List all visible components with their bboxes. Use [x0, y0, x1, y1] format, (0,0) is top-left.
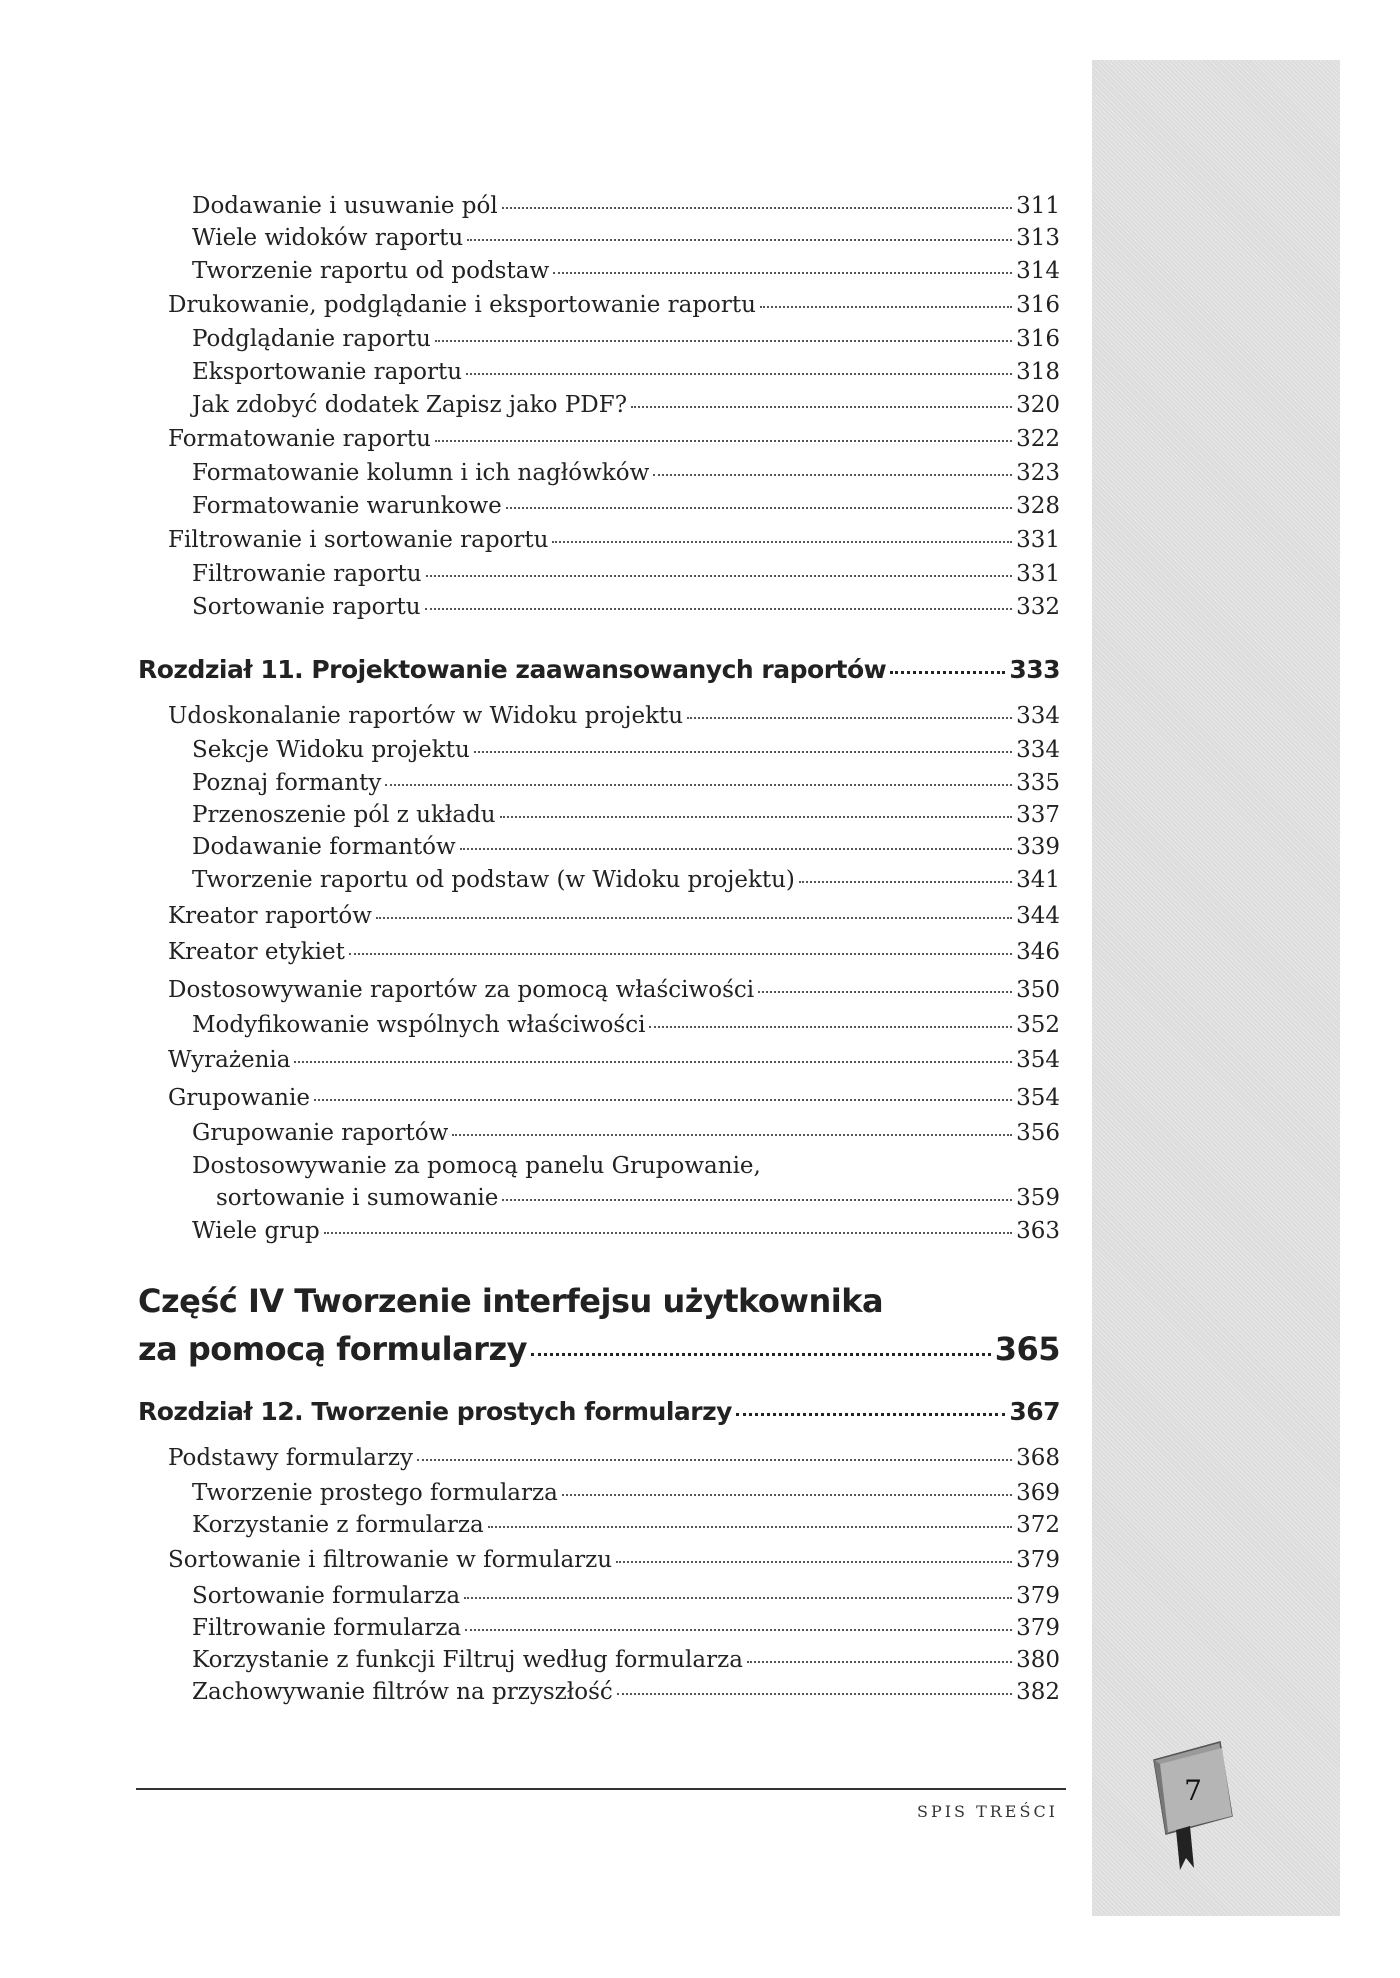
toc-entry-title: Rozdział 11. Projektowanie zaawansowanych raportów: [138, 655, 887, 684]
toc-entry: [192, 561, 1060, 587]
toc-entry-title: Dostosowywanie raportów za pomocą właściwości: [168, 977, 755, 1003]
toc-entry: [192, 1120, 1060, 1146]
toc-entry-title: Podglądanie raportu: [192, 326, 431, 352]
toc-entry: [192, 770, 1060, 796]
page-number: 7: [1184, 1774, 1202, 1807]
dot-leader: [506, 507, 1012, 509]
toc-entry: [192, 460, 1060, 486]
toc-entry-page: 331: [1016, 527, 1060, 553]
toc-entry: [192, 326, 1060, 352]
toc-entry-page: 379: [1016, 1615, 1060, 1641]
toc-entry-title: Grupowanie: [168, 1085, 310, 1111]
toc-entry-page: 316: [1016, 292, 1060, 318]
toc-entry: [192, 1679, 1060, 1705]
toc-entry-page: 350: [1016, 977, 1060, 1003]
toc-entry-title: Drukowanie, podglądanie i eksportowanie raportu: [168, 292, 756, 318]
toc-entry-title: Modyfikowanie wspólnych właściwości: [192, 1012, 646, 1038]
toc-entry-page: 382: [1016, 1679, 1060, 1705]
toc-entry-page: 339: [1016, 834, 1060, 860]
toc-entry-page: 337: [1016, 802, 1060, 828]
toc-entry-page: 331: [1016, 561, 1060, 587]
dot-leader: [736, 1413, 1005, 1416]
toc-entry-title: Sekcje Widoku projektu: [192, 737, 470, 763]
dot-leader: [531, 1353, 991, 1356]
dot-leader: [464, 1597, 1012, 1599]
toc-entry-title: Wyrażenia: [168, 1047, 291, 1073]
toc-entry: [192, 1480, 1060, 1506]
toc-entry: [168, 426, 1060, 452]
toc-entry-title: za pomocą formularzy: [138, 1330, 527, 1368]
dot-leader: [435, 340, 1012, 342]
dot-leader: [552, 541, 1012, 543]
toc-entry-title: Przenoszenie pól z układu: [192, 802, 496, 828]
toc-entry-title: Korzystanie z funkcji Filtruj według formularza: [192, 1647, 743, 1673]
toc-entry: [138, 1397, 1060, 1426]
toc-entry-title: Kreator raportów: [168, 903, 372, 929]
toc-entry-title: Formatowanie warunkowe: [192, 493, 502, 519]
toc-entry-title: Sortowanie i filtrowanie w formularzu: [168, 1547, 613, 1573]
dot-leader: [649, 1026, 1012, 1028]
toc-entry-title: Jak zdobyć dodatek Zapisz jako PDF?: [192, 392, 628, 418]
dot-leader: [500, 816, 1012, 818]
dot-leader: [631, 406, 1012, 408]
toc-entry-title: Formatowanie kolumn i ich nagłówków: [192, 460, 650, 486]
toc-entry: [168, 1085, 1060, 1111]
toc-entry: [192, 1512, 1060, 1538]
dot-leader: [562, 1494, 1012, 1496]
toc-entry-title: Sortowanie raportu: [192, 594, 421, 620]
dot-leader: [426, 575, 1013, 577]
toc-entry-title: Wiele grup: [192, 1218, 320, 1244]
toc-entry: [192, 359, 1060, 385]
toc-entry: [192, 1218, 1060, 1244]
toc-entry-page: 316: [1016, 326, 1060, 352]
toc-entry-page: 354: [1016, 1047, 1060, 1073]
toc-entry-page: 341: [1016, 867, 1060, 893]
toc-entry-page: 334: [1016, 737, 1060, 763]
dot-leader: [502, 1199, 1012, 1201]
toc-entry: [168, 939, 1060, 965]
toc-entry: [192, 1615, 1060, 1641]
toc-entry: [192, 834, 1060, 860]
toc-entry: [138, 1330, 1060, 1368]
dot-leader: [799, 881, 1012, 883]
dot-leader: [502, 207, 1012, 209]
dot-leader: [617, 1693, 1012, 1695]
toc-entry-page: 372: [1016, 1512, 1060, 1538]
toc-entry-page: 328: [1016, 493, 1060, 519]
toc-entry-title: Podstawy formularzy: [168, 1445, 414, 1471]
toc-entry-page: 333: [1009, 655, 1060, 684]
toc-entry-title: Dodawanie formantów: [192, 834, 456, 860]
toc-entry-title: Część IV Tworzenie interfejsu użytkownika: [138, 1282, 884, 1320]
toc-entry: [216, 1185, 1060, 1211]
toc-entry-title: Dostosowywanie za pomocą panelu Grupowanie,: [192, 1153, 761, 1179]
footer-rule: [136, 1788, 1066, 1790]
toc-entry-page: 379: [1016, 1547, 1060, 1573]
dot-leader: [758, 991, 1012, 993]
dot-leader: [425, 608, 1013, 610]
toc-entry: [192, 193, 1060, 219]
toc-entry-title: sortowanie i sumowanie: [216, 1185, 499, 1211]
toc-entry-page: 311: [1016, 193, 1060, 219]
toc-entry-page: 352: [1016, 1012, 1060, 1038]
toc-entry: [192, 1153, 761, 1179]
toc-entry-page: 334: [1016, 703, 1060, 729]
toc-entry: [168, 977, 1060, 1003]
dot-leader: [687, 717, 1012, 719]
toc-entry-page: 369: [1016, 1480, 1060, 1506]
dot-leader: [324, 1232, 1012, 1234]
bookmark-book-icon: [1140, 1738, 1240, 1878]
dot-leader: [465, 1629, 1012, 1631]
toc-entry: [192, 594, 1060, 620]
dot-leader: [760, 306, 1012, 308]
dot-leader: [616, 1561, 1012, 1563]
dot-leader: [452, 1134, 1012, 1136]
toc-entry-title: Eksportowanie raportu: [192, 359, 463, 385]
dot-leader: [417, 1459, 1012, 1461]
toc-entry: [192, 867, 1060, 893]
toc-entry: [192, 1583, 1060, 1609]
toc-entry-page: 346: [1016, 939, 1060, 965]
toc-entry: [192, 1647, 1060, 1673]
toc-entry-page: 332: [1016, 594, 1060, 620]
toc-entry: [138, 1282, 883, 1320]
running-footer: SPIS TREŚCI: [916, 1802, 1058, 1821]
toc-entry-title: Kreator etykiet: [168, 939, 345, 965]
dot-leader: [474, 751, 1012, 753]
toc-entry: [168, 903, 1060, 929]
toc-entry-page: 354: [1016, 1085, 1060, 1111]
toc-entry: [192, 737, 1060, 763]
dot-leader: [349, 953, 1012, 955]
dot-leader: [747, 1661, 1012, 1663]
toc-entry-page: 335: [1016, 770, 1060, 796]
toc-entry-title: Filtrowanie i sortowanie raportu: [168, 527, 549, 553]
dot-leader: [890, 671, 1005, 674]
toc-entry-title: Formatowanie raportu: [168, 426, 431, 452]
toc-entry-title: Grupowanie raportów: [192, 1120, 449, 1146]
toc-entry-page: 320: [1016, 392, 1060, 418]
toc-entry-title: Wiele widoków raportu: [192, 225, 464, 251]
toc-entry-title: Korzystanie z formularza: [192, 1512, 484, 1538]
toc-entry-title: Rozdział 12. Tworzenie prostych formularzy: [138, 1397, 732, 1426]
toc-entry-title: Dodawanie i usuwanie pól: [192, 193, 498, 219]
toc-entry: [168, 1445, 1060, 1471]
toc-entry-title: Tworzenie raportu od podstaw: [192, 258, 550, 284]
dot-leader: [294, 1061, 1012, 1063]
toc-entry-page: 365: [994, 1330, 1060, 1368]
toc-entry: [192, 1012, 1060, 1038]
dot-leader: [314, 1099, 1012, 1101]
toc-entry-page: 359: [1016, 1185, 1060, 1211]
toc-entry: [168, 292, 1060, 318]
toc-entry-title: Udoskonalanie raportów w Widoku projektu: [168, 703, 684, 729]
dot-leader: [467, 239, 1012, 241]
toc-entry-page: 322: [1016, 426, 1060, 452]
toc-entry-page: 380: [1016, 1647, 1060, 1673]
toc-entry: [168, 527, 1060, 553]
toc-entry-page: 313: [1016, 225, 1060, 251]
toc-entry: [192, 225, 1060, 251]
toc-entry-page: 344: [1016, 903, 1060, 929]
toc-entry: [138, 655, 1060, 684]
dot-leader: [466, 373, 1012, 375]
toc-entry: [192, 493, 1060, 519]
toc-entry-page: 367: [1009, 1397, 1060, 1426]
toc-entry-title: Filtrowanie raportu: [192, 561, 422, 587]
toc-entry-page: 379: [1016, 1583, 1060, 1609]
dot-leader: [553, 272, 1012, 274]
toc-entry-title: Tworzenie raportu od podstaw (w Widoku projektu): [192, 867, 795, 893]
toc-entry: [192, 258, 1060, 284]
toc-entry-page: 356: [1016, 1120, 1060, 1146]
toc-entry: [168, 1047, 1060, 1073]
toc-entry-page: 323: [1016, 460, 1060, 486]
toc-entry-page: 314: [1016, 258, 1060, 284]
dot-leader: [385, 784, 1012, 786]
toc-entry-page: 318: [1016, 359, 1060, 385]
toc-entry: [168, 703, 1060, 729]
dot-leader: [460, 848, 1012, 850]
toc-entry-title: Zachowywanie filtrów na przyszłość: [192, 1679, 613, 1705]
toc-entry-title: Poznaj formanty: [192, 770, 382, 796]
toc-entry-title: Sortowanie formularza: [192, 1583, 461, 1609]
dot-leader: [488, 1526, 1012, 1528]
toc-entry: [168, 1547, 1060, 1573]
toc-entry-page: 368: [1016, 1445, 1060, 1471]
dot-leader: [653, 474, 1012, 476]
toc-entry: [192, 392, 1060, 418]
dot-leader: [376, 917, 1012, 919]
toc-entry-title: Filtrowanie formularza: [192, 1615, 462, 1641]
toc-entry-title: Tworzenie prostego formularza: [192, 1480, 558, 1506]
toc-entry: [192, 802, 1060, 828]
dot-leader: [435, 440, 1012, 442]
toc-entry-page: 363: [1016, 1218, 1060, 1244]
